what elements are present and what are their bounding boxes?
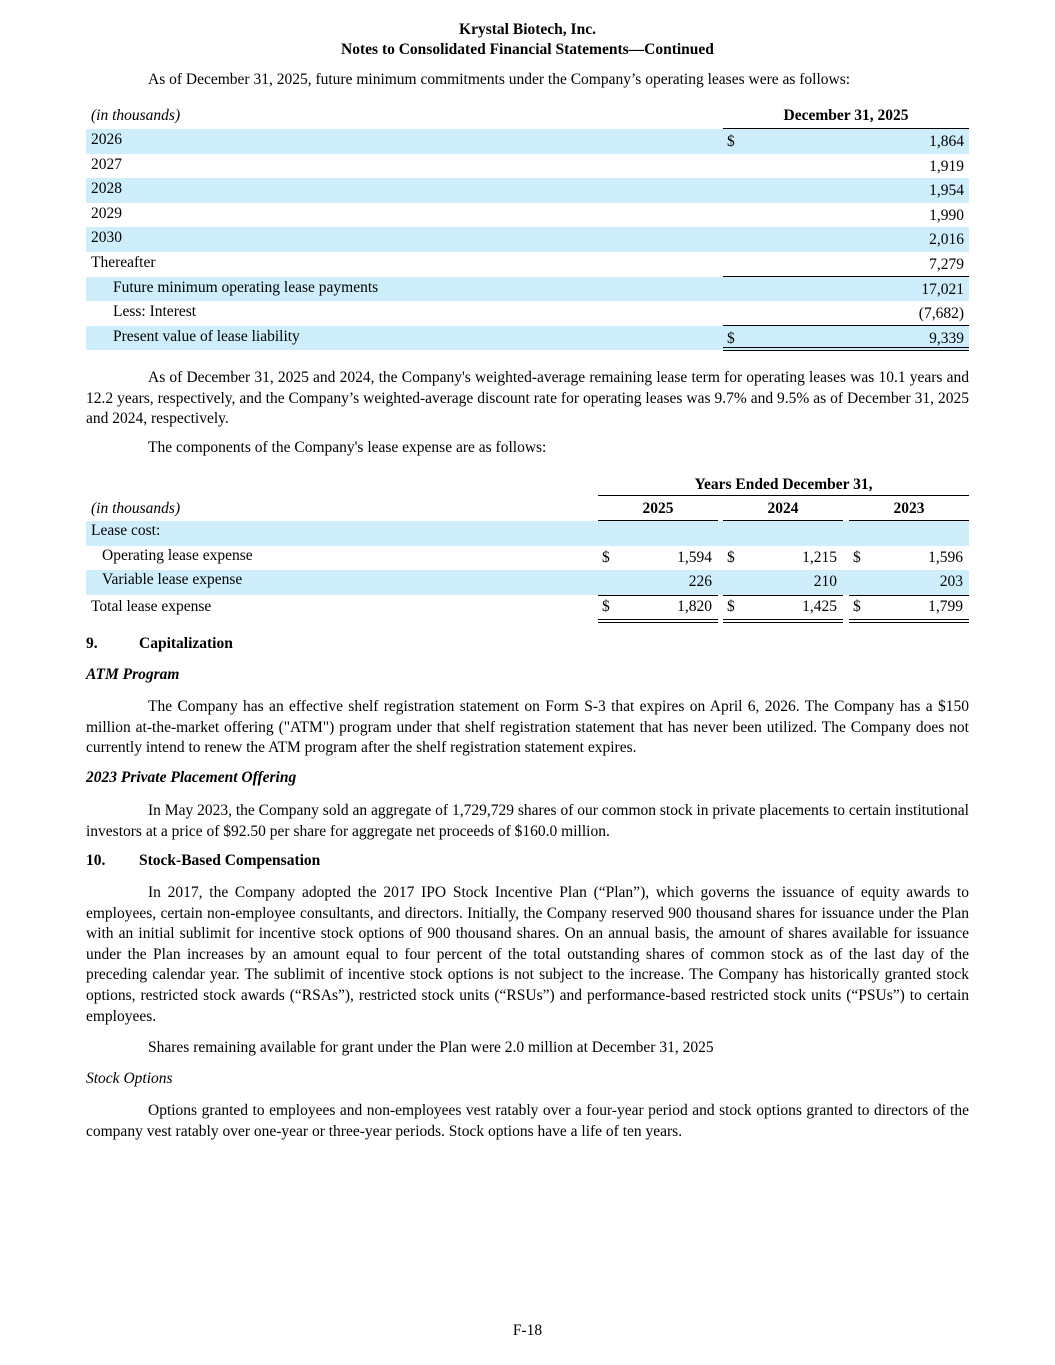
- stock-options-paragraph: Options granted to employees and non-employees vest ratably over a four-year period and stock options granted to directors of the company vest ratably over one-year or three-year periods. Stock options have a life of ten years.: [86, 1102, 969, 1140]
- atm-heading: ATM Program: [86, 666, 180, 683]
- table-row: 2026 $ 1,864: [86, 129, 969, 154]
- section-9-title: Capitalization: [139, 635, 233, 652]
- section-9-number: 9.: [86, 635, 98, 652]
- section-10-title: Stock-Based Compensation: [139, 852, 321, 869]
- table-row: 2027 1,919: [91, 155, 964, 175]
- year-header-2025: 2025: [642, 500, 674, 517]
- table-row: Thereafter 7,279: [91, 253, 964, 273]
- expense-unit-label: (in thousands): [91, 500, 181, 517]
- private-placement-heading: 2023 Private Placement Offering: [86, 769, 297, 786]
- year-header-2023: 2023: [893, 500, 925, 517]
- atm-paragraph: The Company has an effective shelf registration statement on Form S-3 that expires on April 6, 2026. The Company has a $150 million at-the-market offering ("ATM") program under that shelf registration statement that has never been utilized. The Company does not currently intend to renew the ATM program after the shelf registration statement expires.: [86, 698, 969, 757]
- weighted-average-paragraph: As of December 31, 2025 and 2024, the Company's weighted-average remaining lease term for operating leases was 10.1 years and 12.2 years, respectively, and the Company’s weighted-average discount rate for operating leases was 9.7% and 9.5% as of December 31, 2025 and 2024, respectively.: [86, 369, 969, 428]
- shares-remaining-paragraph: Shares remaining available for grant under the Plan were 2.0 million at December 31, 2025: [148, 1039, 714, 1056]
- components-intro: The components of the Company's lease expense are as follows:: [148, 439, 547, 456]
- years-group-header: Years Ended December 31,: [694, 476, 873, 493]
- table-row: Total lease expense $ 1,820 $ 1,425 $ 1,799: [91, 598, 963, 615]
- commitments-intro: As of December 31, 2025, future minimum commitments under the Company’s operating leases were as follows:: [148, 71, 851, 88]
- table-row: Operating lease expense $ 1,594 $ 1,215 $ 1,596: [102, 546, 963, 566]
- section-10-number: 10.: [86, 852, 106, 869]
- table-row: 2028 1,954: [86, 178, 969, 203]
- table-row: 2030 2,016: [86, 227, 969, 252]
- commitments-column-header: December 31, 2025: [783, 107, 909, 124]
- company-name: Krystal Biotech, Inc.: [459, 21, 596, 38]
- plan-paragraph: In 2017, the Company adopted the 2017 IPO Stock Incentive Plan (“Plan”), which governs the issuance of equity awards to employees, certain non-employee consultants, and directors. Initially, the Company reserved 900 thousand shares for issuance under the Plan with an initial sublimit for incentive stock options of 900 thousand shares. On an annual basis, the amount of shares available for issuance under the Plan increases by an amount equal to four percent of the total outstanding shares of common stock as of the last day of the preceding calendar year. The sublimit of incentive stock options is not subject to the increase. The Company has historically granted stock options, restricted stock awards (“RSAs”), restricted stock units (“RSUs”) and performance-based restricted stock units (“PSUs”) to certain employees.: [86, 884, 969, 1025]
- table-row: Lease cost:: [86, 521, 969, 546]
- page-number: F-18: [512, 1322, 543, 1339]
- table-row: 2029 1,990: [91, 204, 964, 224]
- table-row: Present value of lease liability $ 9,339: [86, 326, 969, 351]
- stock-options-heading: Stock Options: [86, 1070, 173, 1087]
- commitments-unit-label: (in thousands): [91, 107, 181, 124]
- private-placement-paragraph: In May 2023, the Company sold an aggregate of 1,729,729 shares of our common stock in private placements to certain institutional investors at a price of $92.50 per share for aggregate net proceeds of $160.0 million.: [86, 802, 969, 840]
- table-row: Future minimum operating lease payments 17,021: [86, 277, 969, 302]
- year-header-2024: 2024: [767, 500, 799, 517]
- table-row: Less: Interest (7,682): [113, 303, 964, 322]
- table-row: Variable lease expense 226 210 203: [86, 570, 969, 595]
- page-title: Notes to Consolidated Financial Statements—Continued: [341, 41, 714, 58]
